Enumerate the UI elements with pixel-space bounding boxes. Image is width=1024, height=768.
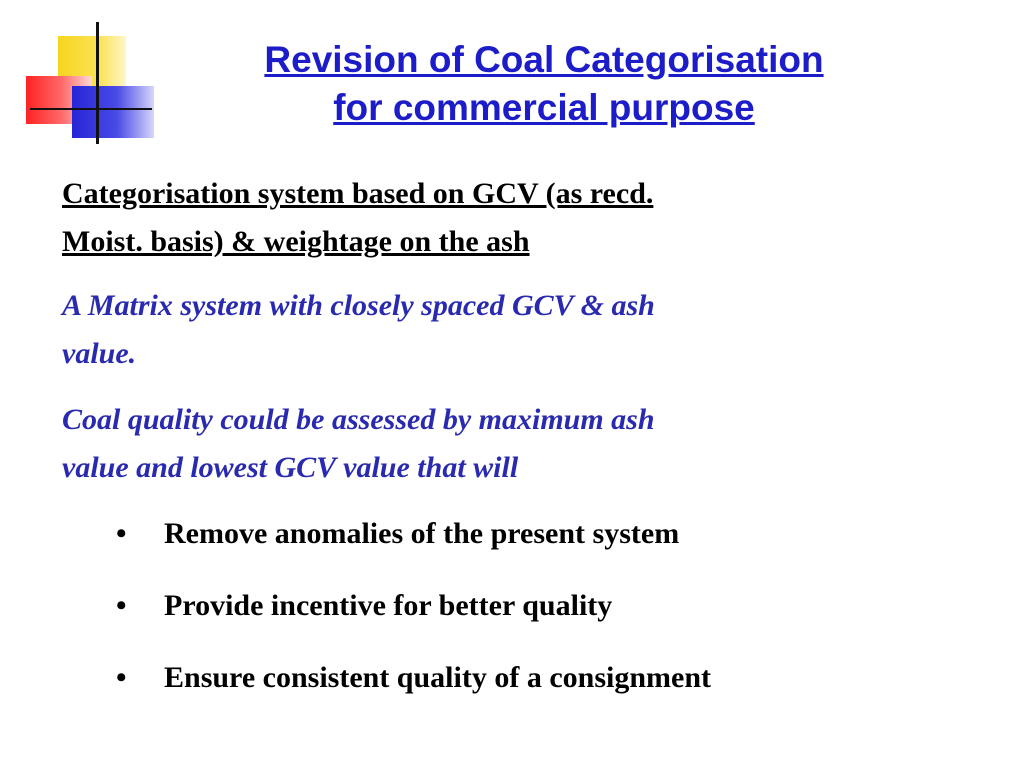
bullet-text: Remove anomalies of the present system xyxy=(164,517,680,550)
matrix-paragraph xyxy=(62,282,922,378)
bullet-item xyxy=(62,582,922,630)
slide-body xyxy=(62,170,922,726)
bullet-dot-icon: • xyxy=(116,517,127,550)
bullet-dot-icon: • xyxy=(116,589,127,622)
slide-title-line-1: Revision of Coal Categorisation xyxy=(264,39,824,80)
quality-paragraph xyxy=(62,396,922,492)
bullet-item xyxy=(62,510,922,558)
section-heading xyxy=(62,170,922,266)
bullet-list xyxy=(62,510,922,702)
section-heading-line-2: Moist. basis) & weightage on the ash xyxy=(62,225,530,258)
logo-blue-square xyxy=(72,86,154,138)
bullet-text: Ensure consistent quality of a consignment xyxy=(164,661,712,694)
logo-horizontal-line xyxy=(30,108,152,110)
bullet-dot-icon: • xyxy=(116,661,127,694)
section-heading-line-1: Categorisation system based on GCV (as recd. xyxy=(62,177,654,210)
matrix-paragraph-line-2: value. xyxy=(62,337,137,370)
logo-vertical-line xyxy=(96,22,99,144)
quality-paragraph-line-1: Coal quality could be assessed by maximum ash xyxy=(62,403,655,436)
slide-title-line-2: for commercial purpose xyxy=(333,87,755,128)
slide-title xyxy=(170,36,918,132)
quality-paragraph-line-2: value and lowest GCV value that will xyxy=(62,451,519,484)
bullet-text: Provide incentive for better quality xyxy=(164,589,613,622)
bullet-item xyxy=(62,654,922,702)
matrix-paragraph-line-1: A Matrix system with closely spaced GCV & ash xyxy=(62,289,655,322)
overlapping-squares-logo-icon xyxy=(0,0,170,150)
